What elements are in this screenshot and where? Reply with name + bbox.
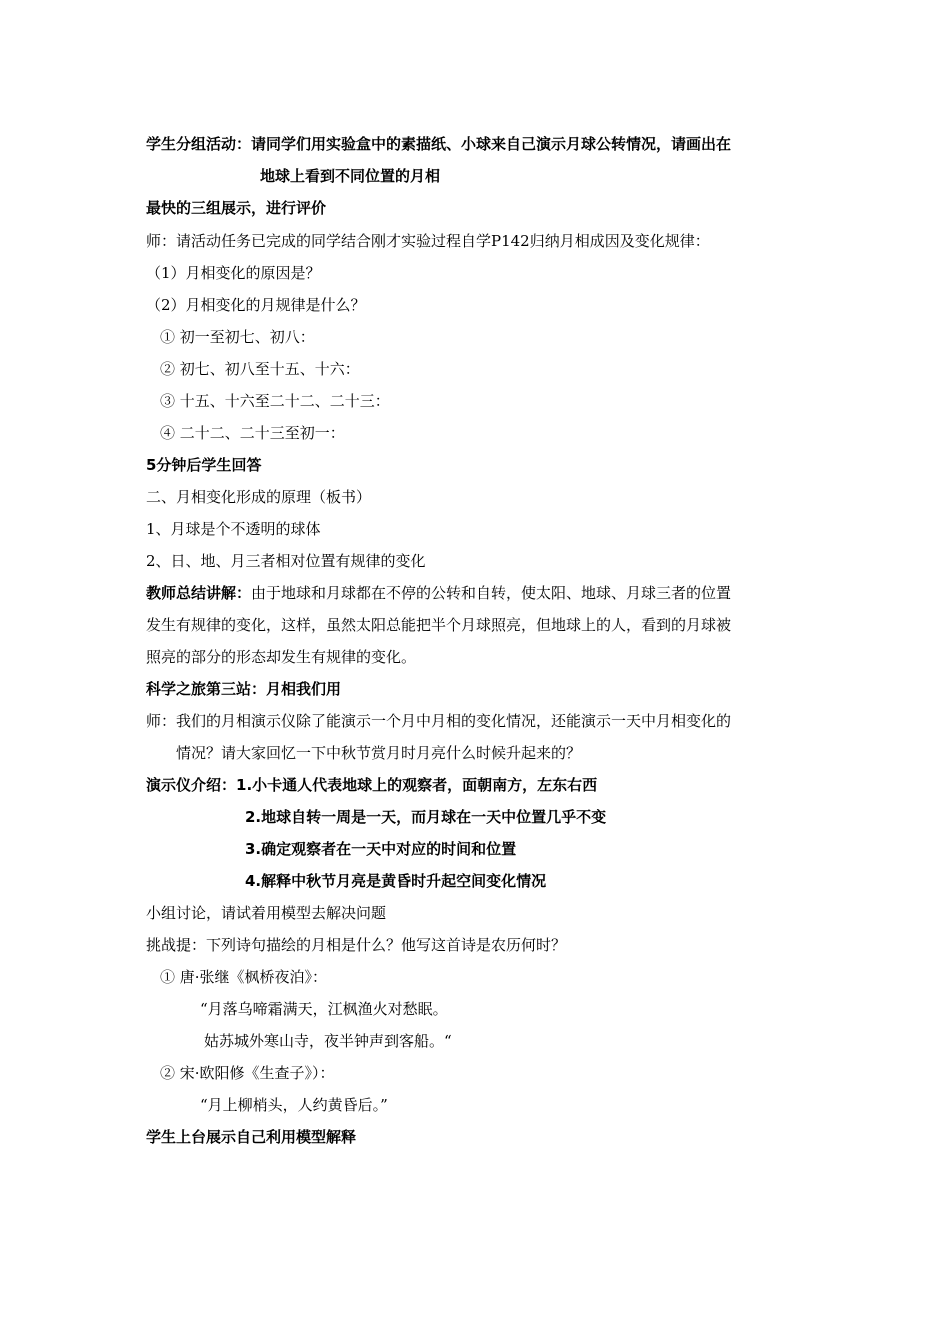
poem-2-line-1: “月上柳梢头，人约黄昏后。”	[200, 1096, 388, 1114]
demo-label: 演示仪介绍：	[146, 776, 237, 794]
closing-note: 学生上台展示自己利用模型解释	[146, 1128, 357, 1146]
poem-2-title: ② 宋·欧阳修《生查子》）：	[160, 1064, 335, 1082]
activity-heading-line1: 学生分组活动：请同学们用实验盒中的素描纸、小球来自己演示月球公转情况，请画出在	[146, 135, 732, 153]
question-1: （1）月相变化的原因是？	[146, 264, 321, 282]
poem-1-title: ① 唐·张继《枫桥夜泊》：	[160, 968, 328, 986]
teacher-prompt: 师：请活动任务已完成的同学结合刚才实验过程自学P142归纳月相成因及变化规律：	[146, 232, 710, 250]
demo-item-4: 4.解释中秋节月亮是黄昏时升起空间变化情况	[245, 872, 547, 890]
phase-3: ③ 十五、十六至二十二、二十三：	[160, 392, 390, 410]
poem-1-line-1: “月落乌啼霜满天，江枫渔火对愁眠。	[200, 1000, 448, 1018]
group-discussion: 小组讨论，请试着用模型去解决问题	[146, 904, 387, 922]
summary-line1	[146, 582, 731, 604]
demo-item-2: 2.地球自转一周是一天，而月球在一天中位置几乎不变	[245, 808, 607, 826]
principle-point-2: 2、日、地、月三者相对位置有规律的变化	[146, 552, 426, 570]
summary-label: 教师总结讲解：	[146, 584, 252, 602]
teacher-question-line1: 师：我们的月相演示仪除了能演示一个月中月相的变化情况，还能演示一天中月相变化的	[146, 712, 732, 730]
demo-item-3: 3.确定观察者在一天中对应的时间和位置	[245, 840, 517, 858]
demo-intro	[146, 774, 597, 796]
principle-point-1: 1、月球是个不透明的球体	[146, 520, 321, 538]
phase-2: ② 初七、初八至十五、十六：	[160, 360, 360, 378]
poem-1-line-2: 姑苏城外寒山寺，夜半钟声到客船。“	[204, 1032, 452, 1050]
principle-title: 二、月相变化形成的原理（板书）	[146, 488, 372, 506]
summary-line3: 照亮的部分的形态却发生有规律的变化。	[146, 648, 417, 666]
phase-4: ④ 二十二、二十三至初一：	[160, 424, 345, 442]
activity-heading-line2: 地球上看到不同位置的月相	[260, 167, 441, 185]
question-2: （2）月相变化的月规律是什么？	[146, 296, 366, 314]
teacher-question-line2: 情况？请大家回忆一下中秋节赏月时月亮什么时候升起来的？	[176, 744, 582, 762]
summary-line2: 发生有规律的变化，这样，虽然太阳总能把半个月球照亮，但地球上的人，看到的月球被	[146, 616, 732, 634]
summary-text-1: 由于地球和月球都在不停的公转和自转，使太阳、地球、月球三者的位置	[251, 584, 732, 602]
challenge-question: 挑战提：下列诗句描绘的月相是什么？他写这首诗是农历何时？	[146, 936, 567, 954]
station-three-heading: 科学之旅第三站：月相我们用	[146, 680, 342, 698]
phase-1: ① 初一至初七、初八：	[160, 328, 315, 346]
answer-time: 5分钟后学生回答	[146, 456, 262, 474]
demo-item-1: 1.小卡通人代表地球上的观察者，面朝南方，左东右西	[236, 776, 598, 794]
top3-showcase: 最快的三组展示，进行评价	[146, 199, 327, 217]
